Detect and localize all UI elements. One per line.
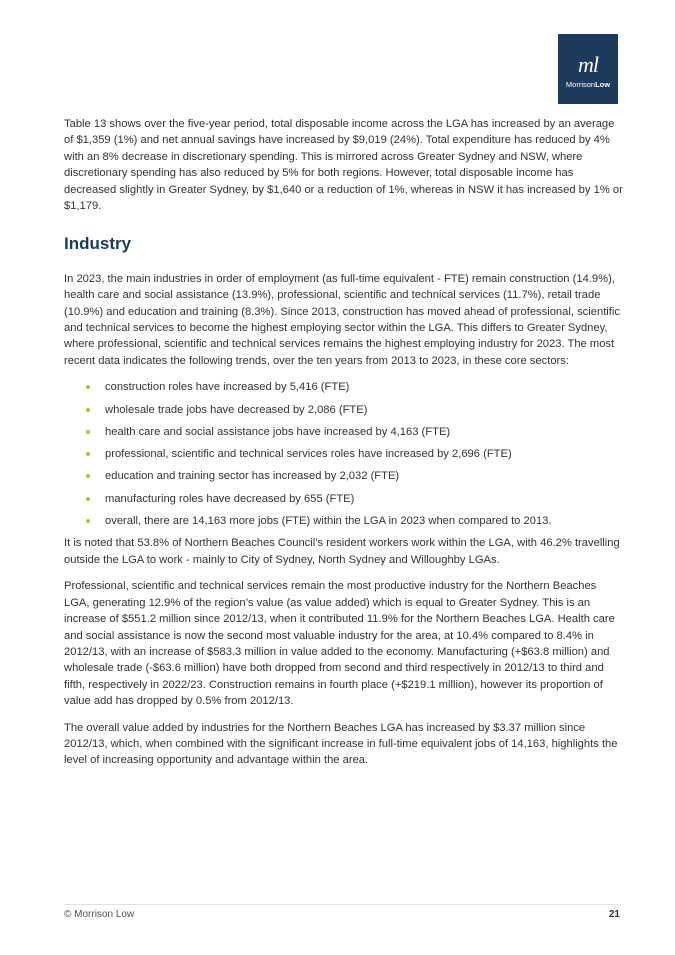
bullet-icon — [86, 430, 90, 434]
logo-word-a: Morrison — [565, 80, 596, 89]
bullet-icon — [86, 385, 90, 389]
list-item — [64, 379, 624, 395]
list-item — [64, 491, 624, 507]
bullet-icon — [86, 497, 90, 501]
page-number: 21 — [608, 909, 620, 920]
list-item — [64, 513, 624, 529]
industry-paragraph-1: In 2023, the main industries in order of employment (as full-time equivalent - FTE) remain construction (14.9%), health care and social assistance (13.9%), professional, scientific and technical services (11.7%), retail trade (10.9%) and education and training (8.3%). Since 2013, construction has moved ahead of professional, scientific and technical services to become the highest employing sector within the LGA. This differs to Greater Sydney, where professional, scientific and technical services remains the highest employing industry for 2023. The most recent data indicates the following trends, over the ten years from 2013 to 2023, in these core sectors: — [64, 272, 620, 367]
page-content — [64, 116, 624, 779]
list-item — [64, 446, 624, 462]
logo-wordmark — [558, 80, 618, 89]
industry-paragraph-4: The overall value added by industries for the Northern Beaches LGA has increased by $3.37 million since 2012/13, which, when combined with the significant increase in full-time equivalent jobs of 14,163, highlights the level of increasing opportunity and advantage within the area. — [64, 721, 618, 767]
list-item — [64, 424, 624, 440]
bullet-icon — [86, 452, 90, 456]
footer-copyright: © Morrison Low — [64, 909, 135, 920]
bullet-icon — [86, 474, 90, 478]
page-footer — [64, 904, 620, 920]
morrison-low-logo — [558, 34, 618, 104]
bullet-icon — [86, 519, 90, 523]
section-heading: Industry — [64, 234, 132, 254]
list-item-text: wholesale trade jobs have decreased by 2,086 (FTE) — [105, 403, 368, 416]
list-item — [64, 402, 624, 418]
list-item-text: health care and social assistance jobs have increased by 4,163 (FTE) — [105, 425, 451, 438]
list-item-text: construction roles have increased by 5,416 (FTE) — [105, 381, 350, 394]
industry-paragraph-3: Professional, scientific and technical services remain the most productive industry for the Northern Beaches LGA, generating 12.9% of the region’s value (as value added) which is equal to Greater Sydney. This is an increase of $551.2 million since 2012/13, when it contributed 11.9% for the Northern Beaches LGA. Health care and social assistance is now the second most valuable industry for the area, at 10.4% compared to 8.4% in 2012/13, with an increase of $583.3 million in value added to the economy. Manufacturing (+$63.8 million) and wholesale trade (-$63.6 million) have both dropped from second and third respectively in 2012/13 to third and fifth, respectively in 2022/23. Construction remains in fourth place (+$219.1 million), however its proportion of value add has dropped by 0.5% from 2012/13. — [64, 580, 615, 708]
trend-list — [64, 379, 624, 529]
industry-paragraph-2: It is noted that 53.8% of Northern Beaches Council’s resident workers work within the LGA, with 46.2% travelling outside the LGA to work - mainly to City of Sydney, North Sydney and Willoughby LGAs. — [64, 537, 620, 566]
list-item — [64, 468, 624, 484]
logo-word-b: Low — [595, 80, 611, 89]
list-item-text: overall, there are 14,163 more jobs (FTE) within the LGA in 2023 when compared to 2013. — [105, 515, 552, 528]
intro-paragraph: Table 13 shows over the five-year period, total disposable income across the LGA has increased by an average of $1,359 (1%) and net annual savings have increased by $9,019 (24%). Total expenditure has reduced by 4% with an 8% decrease in discretionary spending. This is mirrored across Greater Sydney and NSW, where discretionary spending has also reduced by 5% for both regions. However, total disposable income has decreased slightly in Greater Sydney, by $1,640 or a reduction of 1%, whereas in NSW it has increased by 1% or $1,179. — [64, 118, 623, 213]
bullet-icon — [86, 408, 90, 412]
list-item-text: professional, scientific and technical services roles have increased by 2,696 (FTE) — [105, 448, 512, 461]
list-item-text: manufacturing roles have decreased by 655 (FTE) — [105, 492, 355, 505]
list-item-text: education and training sector has increased by 2,032 (FTE) — [105, 470, 400, 483]
logo-mark: ml — [578, 52, 598, 77]
